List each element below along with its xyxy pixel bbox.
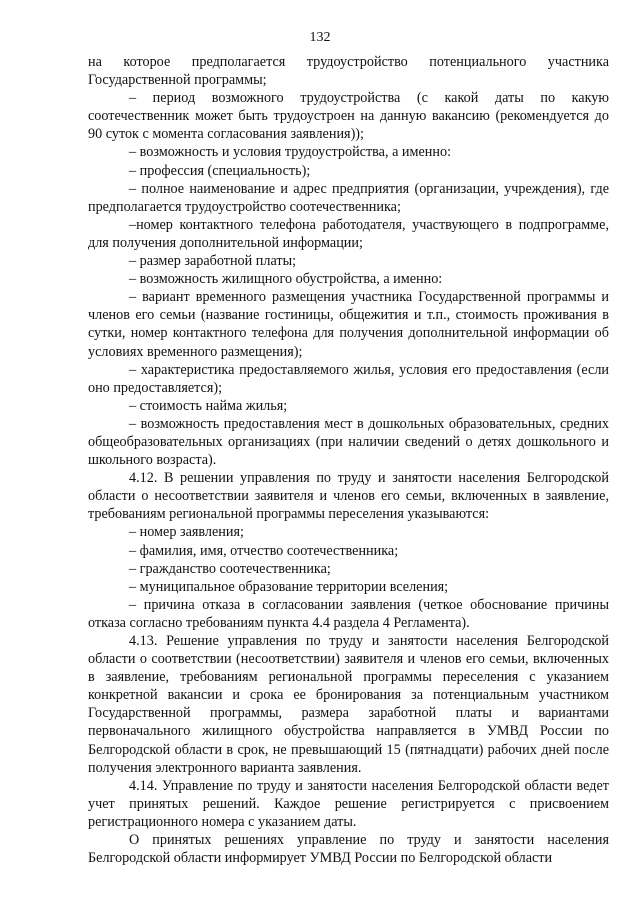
page-number: 132	[309, 30, 331, 45]
paragraph: – полное наименование и адрес предприятия (организации, учреждения), где предполагается трудоустройство соотечественника;	[88, 180, 609, 215]
paragraph: – гражданство соотечественника;	[129, 560, 331, 577]
paragraph: – размер заработной платы;	[129, 253, 297, 270]
paragraph: – возможность и условия трудоустройства, а именно:	[129, 144, 452, 161]
paragraph: – муниципальное образование территории вселения;	[129, 578, 449, 595]
paragraph: на которое предполагается трудоустройство потенциального участника Государственной программы;	[88, 54, 609, 89]
section-4-13-paragraph: 4.13. Решение управления по труду и занятости населения Белгородской области о соответствии (несоответствии) заявителя и членов его семьи, включенных в заявление, требованиям региональной программы переселения с указанием конкретной вакансии и срока ее бронирования за потенциальным участником Государственной программы, размера заработной платы и вариантами первоначального жилищного обустройства направляется в УМВД России по Белгородской области в срок, не превышающий 15 (пятнадцати) рабочих дней после получения электронного варианта заявления.	[88, 633, 609, 776]
paragraph: – вариант временного размещения участника Государственной программы и членов его семьи (название гостиницы, общежития и т.п., стоимость проживания в сутки, номер контактного телефона для получения дополнительной информации об условиях временного размещения);	[88, 289, 609, 360]
paragraph: – стоимость найма жилья;	[129, 397, 288, 414]
paragraph: – возможность предоставления мест в дошкольных образовательных, средних общеобразовательных организациях (при наличии сведений о детях дошкольного и школьного возраста).	[88, 415, 609, 469]
paragraph: – период возможного трудоустройства (с какой даты по какую соотечественник может быть трудоустроен на данную вакансию (рекомендуется до 90 суток с момента согласования заявления));	[88, 90, 609, 143]
paragraph: – номер заявления;	[129, 524, 244, 541]
section-4-14-paragraph: 4.14. Управление по труду и занятости населения Белгородской области ведет учет принятых решений. Каждое решение регистрируется с присвоением регистрационного номера с указанием даты.	[88, 777, 609, 830]
document-body	[88, 53, 609, 867]
paragraph: – характеристика предоставляемого жилья, условия его предоставления (если оно предоставляется);	[88, 361, 609, 396]
paragraph: – причина отказа в согласовании заявления (четкое обоснование причины отказа согласно требованиям пункта 4.4 раздела 4 Регламента).	[88, 596, 609, 631]
paragraph: – профессия (специальность);	[129, 162, 311, 179]
paragraph: – фамилия, имя, отчество соотечественника;	[129, 542, 399, 559]
paragraph: – возможность жилищного обустройства, а именно:	[129, 271, 443, 288]
paragraph: О принятых решениях управление по труду и занятости населения Белгородской области информирует УМВД России по Белгородской области	[88, 832, 609, 867]
paragraph: –номер контактного телефона работодателя, участвующего в подпрограмме, для получения дополнительной информации;	[88, 216, 609, 251]
section-4-12-paragraph: 4.12. В решении управления по труду и занятости населения Белгородской области о несоответствии заявителя и членов его семьи, включенных в заявление, требованиям региональной программы переселения указываются:	[88, 470, 609, 523]
